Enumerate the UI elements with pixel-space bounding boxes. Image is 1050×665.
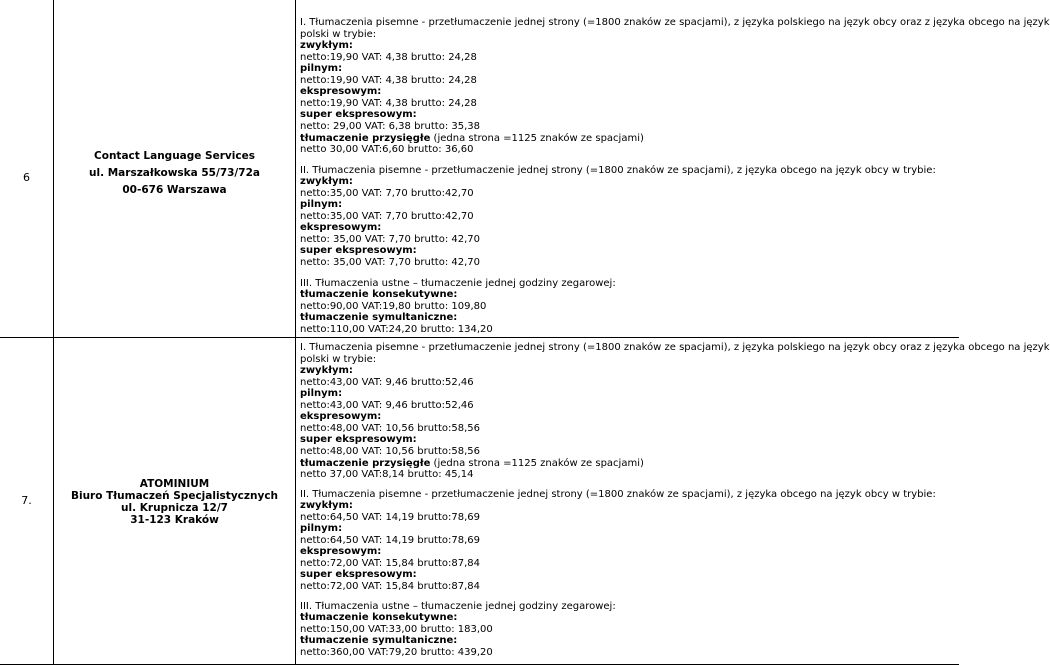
price-line: netto:64,50 VAT: 14,19 brutto:78,69: [300, 511, 481, 523]
price-line: netto:43,00 VAT: 9,46 brutto:52,46: [300, 399, 474, 411]
vendor-address: ul. Krupnicza 12/7: [121, 502, 228, 514]
mode-label: zwykłym:: [300, 365, 353, 377]
price-line: netto: 29,00 VAT: 6,38 brutto: 35,38: [300, 120, 481, 132]
col-divider-2: [295, 0, 296, 665]
sworn-translation-line: [300, 133, 644, 144]
price-line: netto 30,00 VAT:6,60 brutto: 36,60: [300, 144, 474, 156]
price-line: netto:19,90 VAT: 4,38 brutto: 24,28: [300, 51, 477, 63]
sworn-translation-note: (jedna strona =1125 znaków ze spacjami): [430, 457, 644, 469]
sworn-translation-label: tłumaczenie przysięgłe: [300, 457, 431, 469]
price-line: I. Tłumaczenia pisemne - przetłumaczenie jednej strony (=1800 znaków ze spacjami), z języka polskiego na język obcy oraz z języka obcego na język: [300, 17, 1050, 28]
col-divider-1: [53, 0, 54, 665]
mode-label: zwykłym:: [300, 176, 353, 188]
vendor-name: ATOMINIUM: [139, 478, 210, 490]
price-line: netto:72,00 VAT: 15,84 brutto:87,84: [300, 581, 481, 592]
vendor-postcode: 00-676 Warszawa: [122, 184, 227, 196]
mode-label: pilnym:: [300, 199, 343, 211]
price-line: netto:72,00 VAT: 15,84 brutto:87,84: [300, 557, 481, 569]
price-line: netto:110,00 VAT:24,20 brutto: 134,20: [300, 323, 493, 335]
mode-label: super ekspresowym:: [300, 109, 417, 121]
price-line: III. Tłumaczenia ustne – tłumaczenie jednej godziny zegarowej:: [300, 600, 616, 612]
vendor-name: Contact Language Services: [94, 150, 255, 162]
sworn-translation-line: [300, 458, 644, 469]
mode-label: ekspresowym:: [300, 222, 382, 234]
mode-label: super ekspresowym:: [300, 434, 417, 446]
price-line: netto:35,00 VAT: 7,70 brutto:42,70: [300, 187, 474, 199]
mode-label: pilnym:: [300, 388, 343, 400]
price-line: netto:19,90 VAT: 4,38 brutto: 24,28: [300, 97, 477, 109]
price-line: netto:43,00 VAT: 9,46 brutto:52,46: [300, 376, 474, 388]
mode-label: super ekspresowym:: [300, 569, 417, 581]
price-line: netto:35,00 VAT: 7,70 brutto:42,70: [300, 210, 474, 222]
price-line: III. Tłumaczenia ustne – tłumaczenie jednej godziny zegarowej:: [300, 277, 616, 289]
price-line: II. Tłumaczenia pisemne - przetłumaczenie jednej strony (=1800 znaków ze spacjami), z języka obcego na język obcy w trybie:: [300, 164, 936, 176]
sworn-translation-label: tłumaczenie przysięgłe: [300, 132, 431, 144]
row-number: 7.: [21, 494, 32, 507]
mode-label: tłumaczenie konsekutywne:: [300, 289, 458, 301]
price-line: netto:48,00 VAT: 10,56 brutto:58,56: [300, 422, 481, 434]
mode-label: pilnym:: [300, 63, 343, 75]
price-line: netto 37,00 VAT:8,14 brutto: 45,14: [300, 469, 474, 481]
mode-label: tłumaczenie symultaniczne:: [300, 312, 458, 324]
price-line: netto:64,50 VAT: 14,19 brutto:78,69: [300, 534, 481, 546]
mode-label: ekspresowym:: [300, 86, 382, 98]
price-line: II. Tłumaczenia pisemne - przetłumaczenie jednej strony (=1800 znaków ze spacjami), z języka obcego na język obcy w trybie:: [300, 488, 936, 500]
price-line: polski w trybie:: [300, 353, 377, 365]
mode-label: ekspresowym:: [300, 546, 382, 558]
price-line: polski w trybie:: [300, 28, 377, 40]
row-divider: [0, 337, 959, 338]
sworn-translation-note: (jedna strona =1125 znaków ze spacjami): [430, 132, 644, 144]
price-line: netto: 35,00 VAT: 7,70 brutto: 42,70: [300, 257, 481, 268]
price-line: netto:360,00 VAT:79,20 brutto: 439,20: [300, 646, 493, 658]
vendor-subtitle: Biuro Tłumaczeń Specjalistycznych: [70, 490, 279, 502]
mode-label: zwykłym:: [300, 40, 353, 52]
mode-label: zwykłym:: [300, 500, 353, 512]
vendor-postcode: 31-123 Kraków: [130, 514, 219, 526]
price-line: netto:150,00 VAT:33,00 brutto: 183,00: [300, 623, 493, 635]
price-line: netto:48,00 VAT: 10,56 brutto:58,56: [300, 445, 481, 457]
mode-label: ekspresowym:: [300, 411, 382, 423]
mode-label: tłumaczenie symultaniczne:: [300, 635, 458, 647]
mode-label: pilnym:: [300, 523, 343, 535]
price-line: netto: 35,00 VAT: 7,70 brutto: 42,70: [300, 233, 481, 245]
price-line: I. Tłumaczenia pisemne - przetłumaczenie jednej strony (=1800 znaków ze spacjami), z języka polskiego na język obcy oraz z języka obcego na język: [300, 342, 1050, 353]
row-number: 6: [23, 171, 30, 184]
vendor-address: ul. Marszałkowska 55/73/72a: [89, 167, 260, 179]
price-line: netto:19,90 VAT: 4,38 brutto: 24,28: [300, 74, 477, 86]
price-line: netto:90,00 VAT:19,80 brutto: 109,80: [300, 300, 487, 312]
mode-label: tłumaczenie konsekutywne:: [300, 612, 458, 624]
mode-label: super ekspresowym:: [300, 245, 417, 257]
